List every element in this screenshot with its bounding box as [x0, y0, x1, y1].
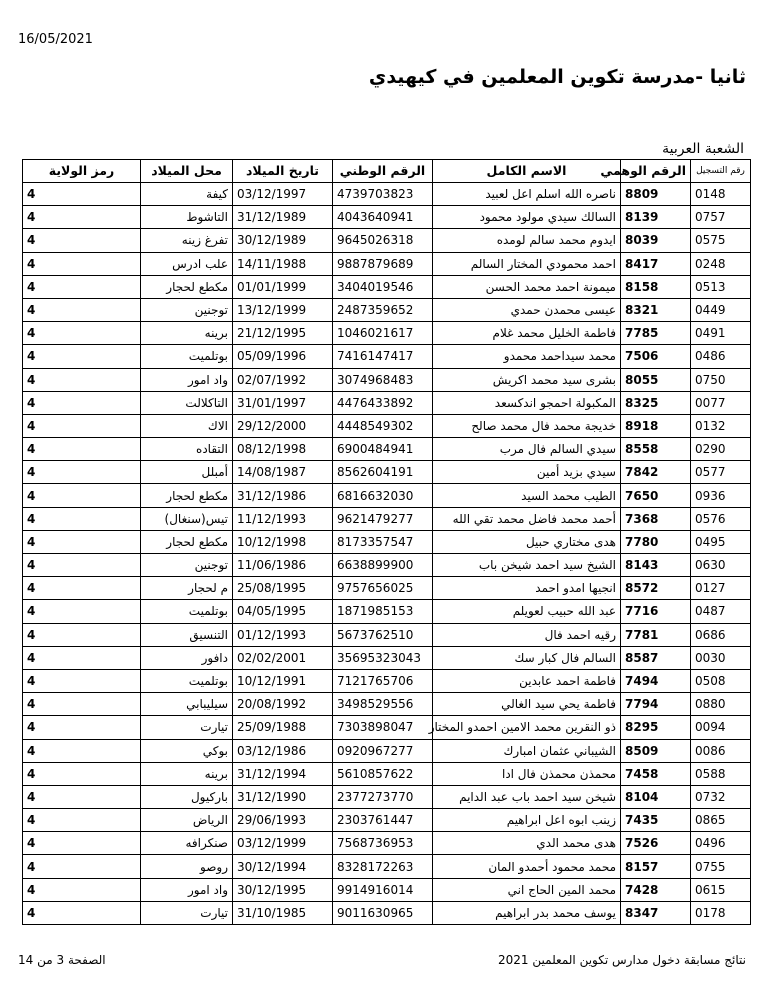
- national-id-cell: 4739703823: [333, 183, 433, 206]
- code-number-cell: 8055: [621, 368, 691, 391]
- birth-place-cell: بوتلميت: [141, 669, 233, 692]
- birth-date-cell: 03/12/1999: [233, 832, 333, 855]
- full-name-cell: ناصره الله اسلم اعل لعبيد: [433, 183, 621, 206]
- table-row: [23, 878, 751, 901]
- birth-place-cell: دافور: [141, 646, 233, 669]
- wilaya-code-cell: 4: [23, 298, 141, 321]
- code-number-cell: 7781: [621, 623, 691, 646]
- table-row: [23, 414, 751, 437]
- wilaya-code-cell: 4: [23, 600, 141, 623]
- birth-place-cell: تيارت: [141, 901, 233, 924]
- code-number-cell: 7780: [621, 530, 691, 553]
- birth-date-cell: 29/06/1993: [233, 809, 333, 832]
- birth-date-cell: 29/12/2000: [233, 414, 333, 437]
- birth-place-cell: روصو: [141, 855, 233, 878]
- table-row: [23, 785, 751, 808]
- full-name-cell: يوسف محمد بدر ابراهيم: [433, 901, 621, 924]
- birth-place-cell: صنكرافه: [141, 832, 233, 855]
- national-id-cell: 8562604191: [333, 461, 433, 484]
- code-number-cell: 8158: [621, 275, 691, 298]
- code-number-cell: 7428: [621, 878, 691, 901]
- national-id-cell: 5673762510: [333, 623, 433, 646]
- table-row: [23, 461, 751, 484]
- full-name-cell: ايدوم محمد سالم لومده: [433, 229, 621, 252]
- table-row: [23, 739, 751, 762]
- code-number-cell: 7794: [621, 693, 691, 716]
- birth-date-cell: 31/12/1989: [233, 206, 333, 229]
- wilaya-code-cell: 4: [23, 901, 141, 924]
- birth-place-cell: الرياض: [141, 809, 233, 832]
- registration-number-cell: 0865: [691, 809, 751, 832]
- header-national-id: الرقم الوطني: [333, 160, 433, 183]
- code-number-cell: 7506: [621, 345, 691, 368]
- registration-number-cell: 0132: [691, 414, 751, 437]
- results-table: [22, 159, 751, 925]
- wilaya-code-cell: 4: [23, 438, 141, 461]
- birth-date-cell: 31/12/1990: [233, 785, 333, 808]
- birth-place-cell: التنسيق: [141, 623, 233, 646]
- registration-number-cell: 0094: [691, 716, 751, 739]
- birth-date-cell: 30/12/1995: [233, 878, 333, 901]
- national-id-cell: 6638899900: [333, 554, 433, 577]
- registration-number-cell: 0936: [691, 484, 751, 507]
- birth-place-cell: الاك: [141, 414, 233, 437]
- table-row: [23, 554, 751, 577]
- full-name-cell: محمد المين الحاج اني: [433, 878, 621, 901]
- full-name-cell: زينب ابوه اعل ابراهيم: [433, 809, 621, 832]
- registration-number-cell: 0750: [691, 368, 751, 391]
- registration-number-cell: 0575: [691, 229, 751, 252]
- table-row: [23, 901, 751, 924]
- code-number-cell: 8039: [621, 229, 691, 252]
- wilaya-code-cell: 4: [23, 623, 141, 646]
- registration-number-cell: 0290: [691, 438, 751, 461]
- national-id-cell: 6816632030: [333, 484, 433, 507]
- code-number-cell: 8143: [621, 554, 691, 577]
- registration-number-cell: 0077: [691, 391, 751, 414]
- birth-place-cell: م لحجار: [141, 577, 233, 600]
- national-id-cell: 6900484941: [333, 438, 433, 461]
- registration-number-cell: 0487: [691, 600, 751, 623]
- birth-place-cell: التقاده: [141, 438, 233, 461]
- registration-number-cell: 0491: [691, 322, 751, 345]
- table-row: [23, 855, 751, 878]
- table-row: [23, 646, 751, 669]
- table-row: [23, 229, 751, 252]
- birth-date-cell: 31/10/1985: [233, 901, 333, 924]
- table-row: [23, 832, 751, 855]
- full-name-cell: احمد محمودي المختار السالم: [433, 252, 621, 275]
- code-number-cell: 7458: [621, 762, 691, 785]
- code-number-cell: 7716: [621, 600, 691, 623]
- code-number-cell: 7494: [621, 669, 691, 692]
- full-name-cell: ميمونة احمد محمد الحسن: [433, 275, 621, 298]
- birth-date-cell: 02/02/2001: [233, 646, 333, 669]
- birth-place-cell: بوتلميت: [141, 345, 233, 368]
- table-row: [23, 391, 751, 414]
- full-name-cell: انجيها امدو احمد: [433, 577, 621, 600]
- wilaya-code-cell: 4: [23, 345, 141, 368]
- registration-number-cell: 0588: [691, 762, 751, 785]
- code-number-cell: 7526: [621, 832, 691, 855]
- national-id-cell: 2303761447: [333, 809, 433, 832]
- wilaya-code-cell: 4: [23, 530, 141, 553]
- wilaya-code-cell: 4: [23, 785, 141, 808]
- wilaya-code-cell: 4: [23, 229, 141, 252]
- registration-number-cell: 0576: [691, 507, 751, 530]
- national-id-cell: 8328172263: [333, 855, 433, 878]
- full-name-cell: خديجة محمد فال محمد صالح: [433, 414, 621, 437]
- birth-date-cell: 14/11/1988: [233, 252, 333, 275]
- registration-number-cell: 0086: [691, 739, 751, 762]
- birth-place-cell: بوتلميت: [141, 600, 233, 623]
- table-row: [23, 206, 751, 229]
- national-id-cell: 9757656025: [333, 577, 433, 600]
- code-number-cell: 7785: [621, 322, 691, 345]
- birth-place-cell: أمبلل: [141, 461, 233, 484]
- wilaya-code-cell: 4: [23, 275, 141, 298]
- full-name-cell: سيدي السالم فال مرب: [433, 438, 621, 461]
- national-id-cell: 7121765706: [333, 669, 433, 692]
- table-row: [23, 368, 751, 391]
- registration-number-cell: 0508: [691, 669, 751, 692]
- registration-number-cell: 0630: [691, 554, 751, 577]
- wilaya-code-cell: 4: [23, 206, 141, 229]
- full-name-cell: سيدي بزيد أمين: [433, 461, 621, 484]
- birth-date-cell: 25/08/1995: [233, 577, 333, 600]
- birth-date-cell: 05/09/1996: [233, 345, 333, 368]
- code-number-cell: 8918: [621, 414, 691, 437]
- registration-number-cell: 0686: [691, 623, 751, 646]
- full-name-cell: ذو النقرين محمد الامين احمدو المختار: [433, 716, 621, 739]
- wilaya-code-cell: 4: [23, 183, 141, 206]
- full-name-cell: بشرى سيد محمد اكريش: [433, 368, 621, 391]
- national-id-cell: 9621479277: [333, 507, 433, 530]
- birth-date-cell: 31/12/1986: [233, 484, 333, 507]
- wilaya-code-cell: 4: [23, 577, 141, 600]
- full-name-cell: شيخن سيد احمد باب عبد الدايم: [433, 785, 621, 808]
- wilaya-code-cell: 4: [23, 693, 141, 716]
- birth-place-cell: التاكلالت: [141, 391, 233, 414]
- full-name-cell: محمذن محمذن فال ادا: [433, 762, 621, 785]
- table-row: [23, 345, 751, 368]
- national-id-cell: 35695323043: [333, 646, 433, 669]
- birth-date-cell: 30/12/1989: [233, 229, 333, 252]
- birth-date-cell: 04/05/1995: [233, 600, 333, 623]
- registration-number-cell: 0148: [691, 183, 751, 206]
- table-row: [23, 484, 751, 507]
- footer-caption: نتائج مسابقة دخول مدارس تكوين المعلمين 2021: [498, 953, 746, 967]
- table-row: [23, 669, 751, 692]
- birth-date-cell: 03/12/1997: [233, 183, 333, 206]
- birth-place-cell: واد امور: [141, 368, 233, 391]
- wilaya-code-cell: 4: [23, 554, 141, 577]
- national-id-cell: 9887879689: [333, 252, 433, 275]
- full-name-cell: هدى محمد الدي: [433, 832, 621, 855]
- birth-date-cell: 31/12/1994: [233, 762, 333, 785]
- birth-place-cell: مكطع لحجار: [141, 484, 233, 507]
- birth-place-cell: توجنين: [141, 554, 233, 577]
- code-number-cell: 7842: [621, 461, 691, 484]
- national-id-cell: 1046021617: [333, 322, 433, 345]
- table-row: [23, 252, 751, 275]
- wilaya-code-cell: 4: [23, 252, 141, 275]
- wilaya-code-cell: 4: [23, 391, 141, 414]
- wilaya-code-cell: 4: [23, 484, 141, 507]
- full-name-cell: أحمد محمد فاضل محمد تقي الله: [433, 507, 621, 530]
- registration-number-cell: 0880: [691, 693, 751, 716]
- header-registration-number: رقم التسجيل: [691, 160, 751, 183]
- code-number-cell: 8809: [621, 183, 691, 206]
- birth-date-cell: 01/01/1999: [233, 275, 333, 298]
- national-id-cell: 3404019546: [333, 275, 433, 298]
- table-body: [23, 183, 751, 925]
- full-name-cell: عبد الله حبيب لعويلم: [433, 600, 621, 623]
- registration-number-cell: 0486: [691, 345, 751, 368]
- wilaya-code-cell: 4: [23, 507, 141, 530]
- full-name-cell: عيسى محمدن حمدي: [433, 298, 621, 321]
- code-number-cell: 7368: [621, 507, 691, 530]
- birth-place-cell: بوكي: [141, 739, 233, 762]
- wilaya-code-cell: 4: [23, 322, 141, 345]
- national-id-cell: 7303898047: [333, 716, 433, 739]
- registration-number-cell: 0755: [691, 855, 751, 878]
- code-number-cell: 8509: [621, 739, 691, 762]
- birth-place-cell: برينه: [141, 322, 233, 345]
- birth-place-cell: علب ادرس: [141, 252, 233, 275]
- birth-date-cell: 31/01/1997: [233, 391, 333, 414]
- registration-number-cell: 0577: [691, 461, 751, 484]
- birth-date-cell: 08/12/1998: [233, 438, 333, 461]
- birth-date-cell: 01/12/1993: [233, 623, 333, 646]
- birth-date-cell: 14/08/1987: [233, 461, 333, 484]
- birth-date-cell: 30/12/1994: [233, 855, 333, 878]
- code-number-cell: 8417: [621, 252, 691, 275]
- national-id-cell: 4043640941: [333, 206, 433, 229]
- birth-place-cell: تفرغ زينه: [141, 229, 233, 252]
- full-name-cell: الطيب محمد السيد: [433, 484, 621, 507]
- registration-number-cell: 0248: [691, 252, 751, 275]
- national-id-cell: 3498529556: [333, 693, 433, 716]
- table-row: [23, 577, 751, 600]
- full-name-cell: فاطمة احمد عابدين: [433, 669, 621, 692]
- birth-date-cell: 11/06/1986: [233, 554, 333, 577]
- national-id-cell: 3074968483: [333, 368, 433, 391]
- wilaya-code-cell: 4: [23, 669, 141, 692]
- code-number-cell: 8587: [621, 646, 691, 669]
- full-name-cell: فاطمة الخليل محمد غلام: [433, 322, 621, 345]
- national-id-cell: 9914916014: [333, 878, 433, 901]
- page-number: الصفحة 3 من 14: [18, 953, 106, 967]
- birth-date-cell: 13/12/1999: [233, 298, 333, 321]
- page-title: ثانيا -مدرسة تكوين المعلمين في كيهيدي: [368, 66, 746, 88]
- code-number-cell: 8321: [621, 298, 691, 321]
- code-number-cell: 8347: [621, 901, 691, 924]
- national-id-cell: 7416147417: [333, 345, 433, 368]
- code-number-cell: 8139: [621, 206, 691, 229]
- table-row: [23, 298, 751, 321]
- national-id-cell: 2377273770: [333, 785, 433, 808]
- birth-place-cell: التاشوط: [141, 206, 233, 229]
- birth-date-cell: 25/09/1988: [233, 716, 333, 739]
- table-row: [23, 530, 751, 553]
- registration-number-cell: 0757: [691, 206, 751, 229]
- code-number-cell: 8157: [621, 855, 691, 878]
- registration-number-cell: 0732: [691, 785, 751, 808]
- code-number-cell: 8558: [621, 438, 691, 461]
- national-id-cell: 2487359652: [333, 298, 433, 321]
- birth-date-cell: 20/08/1992: [233, 693, 333, 716]
- full-name-cell: السالك سيدي مولود محمود: [433, 206, 621, 229]
- registration-number-cell: 0495: [691, 530, 751, 553]
- wilaya-code-cell: 4: [23, 461, 141, 484]
- full-name-cell: محمد سيداحمد محمدو: [433, 345, 621, 368]
- wilaya-code-cell: 4: [23, 716, 141, 739]
- table-row: [23, 322, 751, 345]
- registration-number-cell: 0030: [691, 646, 751, 669]
- birth-place-cell: تيارت: [141, 716, 233, 739]
- registration-number-cell: 0127: [691, 577, 751, 600]
- wilaya-code-cell: 4: [23, 878, 141, 901]
- wilaya-code-cell: 4: [23, 368, 141, 391]
- document-date: 16/05/2021: [18, 32, 93, 47]
- wilaya-code-cell: 4: [23, 832, 141, 855]
- national-id-cell: 1871985153: [333, 600, 433, 623]
- header-code-number: الرقم الوهمي: [621, 160, 691, 183]
- full-name-cell: الشيباني عثمان امبارك: [433, 739, 621, 762]
- birth-date-cell: 10/12/1991: [233, 669, 333, 692]
- birth-place-cell: واد امور: [141, 878, 233, 901]
- table-row: [23, 809, 751, 832]
- registration-number-cell: 0615: [691, 878, 751, 901]
- table-row: [23, 275, 751, 298]
- full-name-cell: الشيخ سيد احمد شيخن باب: [433, 554, 621, 577]
- wilaya-code-cell: 4: [23, 739, 141, 762]
- table-row: [23, 183, 751, 206]
- national-id-cell: 9011630965: [333, 901, 433, 924]
- header-birth-place: محل الميلاد: [141, 160, 233, 183]
- code-number-cell: 8295: [621, 716, 691, 739]
- birth-date-cell: 21/12/1995: [233, 322, 333, 345]
- table-row: [23, 762, 751, 785]
- table-row: [23, 623, 751, 646]
- national-id-cell: 8173357547: [333, 530, 433, 553]
- full-name-cell: السالم فال كبار سك: [433, 646, 621, 669]
- national-id-cell: 5610857622: [333, 762, 433, 785]
- table-row: [23, 693, 751, 716]
- birth-place-cell: كيفة: [141, 183, 233, 206]
- wilaya-code-cell: 4: [23, 646, 141, 669]
- birth-date-cell: 10/12/1998: [233, 530, 333, 553]
- national-id-cell: 9645026318: [333, 229, 433, 252]
- full-name-cell: المكبولة احمجو اندكسعد: [433, 391, 621, 414]
- national-id-cell: 4476433892: [333, 391, 433, 414]
- code-number-cell: 7435: [621, 809, 691, 832]
- table-row: [23, 600, 751, 623]
- registration-number-cell: 0513: [691, 275, 751, 298]
- table-row: [23, 507, 751, 530]
- table-row: [23, 438, 751, 461]
- full-name-cell: محمد محمود أحمدو المان: [433, 855, 621, 878]
- national-id-cell: 4448549302: [333, 414, 433, 437]
- code-number-cell: 8572: [621, 577, 691, 600]
- registration-number-cell: 0449: [691, 298, 751, 321]
- header-wilaya-code: رمز الولاية: [23, 160, 141, 183]
- wilaya-code-cell: 4: [23, 855, 141, 878]
- code-number-cell: 8325: [621, 391, 691, 414]
- birth-place-cell: تيس(سنغال): [141, 507, 233, 530]
- wilaya-code-cell: 4: [23, 414, 141, 437]
- table-row: [23, 716, 751, 739]
- national-id-cell: 0920967277: [333, 739, 433, 762]
- full-name-cell: هدى مختاري حبيل: [433, 530, 621, 553]
- section-label: الشعبة العربية: [662, 141, 744, 157]
- full-name-cell: رقيه احمد فال: [433, 623, 621, 646]
- birth-place-cell: مكطع لحجار: [141, 275, 233, 298]
- code-number-cell: 8104: [621, 785, 691, 808]
- birth-date-cell: 03/12/1986: [233, 739, 333, 762]
- registration-number-cell: 0496: [691, 832, 751, 855]
- header-full-name: الاسم الكامل: [433, 160, 621, 183]
- table-header-row: [23, 160, 751, 183]
- registration-number-cell: 0178: [691, 901, 751, 924]
- wilaya-code-cell: 4: [23, 809, 141, 832]
- birth-date-cell: 11/12/1993: [233, 507, 333, 530]
- birth-date-cell: 02/07/1992: [233, 368, 333, 391]
- header-birth-date: تاريخ الميلاد: [233, 160, 333, 183]
- birth-place-cell: سيليبابي: [141, 693, 233, 716]
- wilaya-code-cell: 4: [23, 762, 141, 785]
- code-number-cell: 7650: [621, 484, 691, 507]
- birth-place-cell: برينه: [141, 762, 233, 785]
- national-id-cell: 7568736953: [333, 832, 433, 855]
- full-name-cell: فاطمة يحي سيد الغالي: [433, 693, 621, 716]
- birth-place-cell: باركيول: [141, 785, 233, 808]
- birth-place-cell: مكطع لحجار: [141, 530, 233, 553]
- birth-place-cell: توجنين: [141, 298, 233, 321]
